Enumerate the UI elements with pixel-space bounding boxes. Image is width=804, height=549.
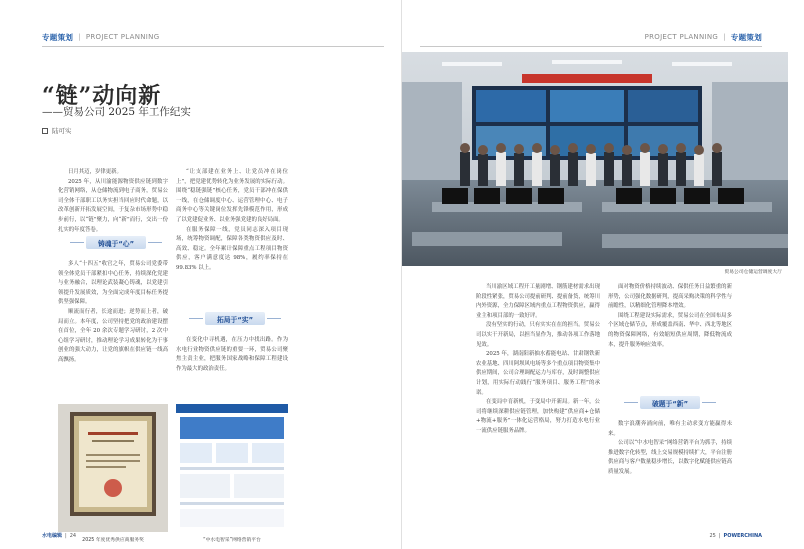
paragraph: 在变化中寻机遇，在压力中找出路。作为水电行业物资供应链的重要一环，贸易公司聚焦主责主业，把服务国家战略和保障工程建设作为最大的政治责任。 bbox=[176, 337, 288, 372]
paragraph: 顺流而行者，长途而进；逆势而上者，破局而立。本年度，公司坚持把党的政治建设摆在首位，全年 20 余次专题学习研讨，2 次中心组学习研讨，推动理论学习成果转化为干事创业的强大动力，让党的旗帜在供应链一线高高飘扬。 bbox=[58, 308, 168, 363]
award-photo bbox=[58, 404, 168, 532]
section-title-en: PROJECT PLANNING bbox=[85, 33, 160, 41]
header-rule bbox=[420, 46, 762, 47]
text-column-1b bbox=[58, 260, 168, 384]
paragraph: “让支部建在业务上、让党员冲在岗位上”，把党建优势转化为业务发展的实际行动。围绕“稳链强链”核心任务，党员干部冲在保供一线，在仓储调度中心、运营管理中心、电子商务中心等关键岗位发挥先锋模范作用，形成了以党建促业务、以业务强党建的良好局面。 bbox=[176, 169, 288, 223]
paragraph: 当川渝区域工程开工量剧增、钢筋建材需求出现阶段性紧张，贸易公司提前研判、提前备货，统筹川内外资源，全力保障区域内重点工程物资供应，赢得业主和项目部的一致好评。 bbox=[476, 284, 600, 319]
section-title-en: PROJECT PLANNING bbox=[644, 33, 719, 41]
award-plaque-image bbox=[58, 404, 168, 532]
section-title-zh: 专题策划 bbox=[730, 32, 762, 42]
award-caption: 2025 年度优秀供应商服务奖 bbox=[82, 538, 144, 543]
paragraph: 在服务保障一线，党员同志深入项目现场，统筹物资调配，保障各类物资供应及时、高效、稳定。全年累计保障重点工程项目物资供应，客户满意度达 98%，履约率保持在 99.83% 以上。 bbox=[176, 226, 288, 271]
text-column-2a bbox=[176, 168, 288, 304]
paragraph: 没有坚实的行动，只有实实在在的担当。贸易公司以实干开新局，以担当显作为，推动各项工作落地见效。 bbox=[476, 322, 600, 348]
header-rule bbox=[42, 46, 384, 47]
page-number: 24 bbox=[69, 532, 77, 539]
text-column-1a bbox=[58, 168, 168, 233]
paragraph: 多人“十四五”收官之年，贸易公司党委带领全体党员干部紧扣中心任务，持续深化党建与业务融合，以理论武装凝心铸魂，以党建引领提升发展质效，为全面完成年度目标任务提供坚强保障。 bbox=[58, 261, 168, 306]
paragraph: 公司以“中水电智采”网络营销平台为抓手，持续推进数字化转型，线上交易规模持续扩大，平台注册供应商与客户数量稳步增长，以数字化赋能供应链高质量发展。 bbox=[608, 440, 732, 475]
paragraph: 在变局中育新机，于变局中开新局。新一年，公司将继续深耕供应链管理，加快构建“供应商+仓储+物流+服务”一体化运营格局，努力打造水电行业一流供应链服务品牌。 bbox=[476, 399, 600, 434]
dispatch-hall-photo bbox=[402, 52, 788, 266]
platform-photo bbox=[176, 404, 288, 532]
dispatch-hall-image bbox=[402, 52, 788, 266]
section-heading-soul: 铸魂于“心” bbox=[86, 236, 146, 249]
article-subtitle: ——贸易公司 2025 年工作纪实 bbox=[42, 106, 191, 118]
section-heading-innovation: 破题于“新” bbox=[640, 396, 700, 409]
hall-caption: 贸易公司仓储运营调度大厅 bbox=[724, 270, 782, 275]
footer-separator: | bbox=[65, 532, 67, 539]
header-right bbox=[645, 30, 762, 44]
paragraph: 围绕工程建设实际需求，贸易公司在全国布局多个区域仓储节点，形成覆盖西南、华中、西北等地区的物资保障网络，有效缩短供应周期，降低物流成本，提升服务响应效率。 bbox=[608, 312, 732, 348]
footer-brand: POWERCHINA bbox=[723, 533, 762, 539]
footer-left bbox=[42, 532, 76, 539]
header-separator: | bbox=[723, 33, 726, 41]
paragraph: 2025 年，从川渝能源物资供应链到数字化营销网络，从仓储物流到电子商务，贸易公司全体干部职工以务实担当回应时代命题，以改革创新开拓发展空间，于复杂市场形势中稳步前行，以“链”聚力，向“新”而行，交出一份扎实的年度答卷。 bbox=[58, 178, 168, 233]
header-left bbox=[42, 30, 159, 44]
footer-right bbox=[709, 533, 762, 539]
author-box-icon bbox=[42, 128, 48, 134]
page-number: 25 bbox=[709, 533, 716, 539]
paragraph: 面对物资价格持续波动、保供任务日益繁重的新形势，公司强化数据研判，提高采购决策的科学性与前瞻性，以精细化管理降本增效。 bbox=[608, 284, 732, 310]
section-heading-practice: 拓局于“实” bbox=[205, 312, 265, 325]
text-column-4a bbox=[608, 283, 732, 383]
platform-screenshot-image bbox=[176, 404, 288, 532]
right-page bbox=[402, 0, 804, 549]
paragraph: 2025 年，湖南阳新抽水蓄能电站、甘肃钢铁新农业基地、四川阿坝风电场等多个重点项目物资集中供应期间，公司合理调配运力与库存，及时调整供应计划，用实际行动践行“服务项目、服务工程”的承诺。 bbox=[476, 351, 600, 396]
author-name: 陆可实 bbox=[52, 127, 72, 135]
text-column-4b bbox=[608, 420, 732, 534]
section-title-zh: 专题策划 bbox=[42, 32, 74, 42]
text-column-3 bbox=[476, 283, 600, 535]
paragraph: 日月其迈，岁律更新。 bbox=[68, 169, 122, 175]
author-line bbox=[42, 126, 72, 135]
footer-separator: | bbox=[718, 533, 721, 539]
header-separator: | bbox=[78, 33, 81, 41]
platform-caption: “中水电智采”网络营销平台 bbox=[203, 538, 261, 543]
text-column-2b bbox=[176, 336, 288, 386]
footer-brand: 水电编辑 bbox=[42, 533, 63, 539]
article-title: “链”动向新 bbox=[42, 83, 162, 109]
paragraph: 数字浪潮奔涌向前，唯有主动求变方能赢得未来。 bbox=[608, 421, 732, 437]
